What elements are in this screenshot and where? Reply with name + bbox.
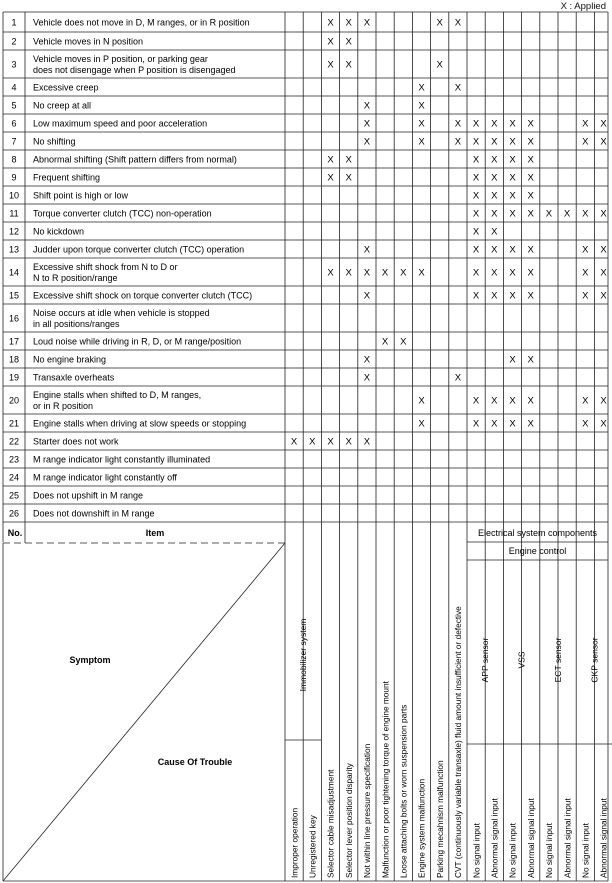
no-header: No. xyxy=(7,528,23,538)
row-item-label: Excessive creep xyxy=(33,82,99,93)
applied-mark: X xyxy=(436,17,443,29)
row-number: 10 xyxy=(8,190,20,201)
row-item-label: Abnormal shifting (Shift pattern differs from normal) xyxy=(33,154,237,165)
applied-mark: X xyxy=(600,418,607,430)
column-header-label: Parking mecahnism malfunction xyxy=(434,760,445,878)
applied-mark: X xyxy=(491,172,498,184)
applied-mark: X xyxy=(491,118,498,130)
row-item-label: Excessive shift shock on torque converter clutch (TCC) xyxy=(33,290,253,301)
column-header-label: CVT (continuously variable transaxle) fluid amount insufficient or defective xyxy=(453,606,464,878)
applied-mark: X xyxy=(600,267,607,279)
column-header-label: No signal input xyxy=(580,823,591,878)
applied-mark: X xyxy=(327,59,334,71)
applied-mark: X xyxy=(472,208,480,220)
row-number: 25 xyxy=(8,490,20,501)
row-number: 4 xyxy=(11,82,17,93)
column-header-label: No signal input xyxy=(544,823,555,878)
row-number: 22 xyxy=(8,436,20,447)
applied-mark: X xyxy=(600,136,607,148)
row-item-label: Does not upshift in M range xyxy=(33,490,144,501)
applied-mark: X xyxy=(400,336,407,348)
row-item-label: Judder upon torque converter clutch (TCC) operation xyxy=(33,244,245,255)
engine-control-group-header: Engine control xyxy=(508,546,567,556)
column-header-label: Unregistered key xyxy=(307,815,318,878)
applied-mark: X xyxy=(472,267,480,279)
row-number: 7 xyxy=(11,136,17,147)
column-header-label: Abnormal signal input xyxy=(489,798,500,878)
applied-mark: X xyxy=(345,17,352,29)
applied-mark: X xyxy=(472,290,480,302)
applied-mark: X xyxy=(454,372,462,384)
column-header-label: Loose attaching bolts or worn suspension parts xyxy=(398,704,409,878)
column-header-label: Selector cable misadjustment xyxy=(325,769,336,878)
column-header-label: Selector lever position disparity xyxy=(343,763,354,878)
applied-mark: X xyxy=(527,354,534,366)
column-header-label: No signal input xyxy=(471,823,482,878)
applied-mark: X xyxy=(345,59,352,71)
applied-mark: X xyxy=(491,136,498,148)
applied-mark: X xyxy=(345,267,352,279)
applied-mark: X xyxy=(527,190,534,202)
applied-mark: X xyxy=(491,395,498,407)
applied-mark: X xyxy=(363,17,371,29)
row-item-label: Low maximum speed and poor acceleration xyxy=(33,118,208,129)
row-item-label: Loud noise while driving in R, D, or M range/position xyxy=(33,336,242,347)
applied-mark: X xyxy=(454,118,462,130)
row-number: 5 xyxy=(11,100,17,111)
applied-mark: X xyxy=(509,418,516,430)
applied-mark: X xyxy=(491,418,498,430)
applied-mark: X xyxy=(509,244,516,256)
row-item-label: No kickdown xyxy=(33,226,85,237)
electrical-group-header: Electrical system components xyxy=(477,528,598,538)
applied-mark: X xyxy=(418,136,425,148)
column-header-label: No signal input xyxy=(507,823,518,878)
applied-mark: X xyxy=(363,118,371,130)
column-header-label: Engine system malfunction xyxy=(416,778,427,878)
applied-mark: X xyxy=(472,418,480,430)
row-item-label: No creep at all xyxy=(33,100,92,111)
applied-mark: X xyxy=(527,172,534,184)
applied-mark: X xyxy=(472,226,480,238)
applied-mark: X xyxy=(527,136,534,148)
applied-mark: X xyxy=(327,154,334,166)
applied-mark: X xyxy=(472,136,480,148)
applied-mark: X xyxy=(527,244,534,256)
column-header-label: Not within line pressure specification xyxy=(362,743,373,878)
applied-mark: X xyxy=(309,436,316,448)
row-number: 1 xyxy=(11,17,17,28)
applied-mark: X xyxy=(454,17,462,29)
applied-mark: X xyxy=(472,172,480,184)
column-header-label: Improper operation xyxy=(289,807,300,878)
symptom-header: Symptom xyxy=(69,655,111,665)
applied-mark: X xyxy=(363,136,371,148)
row-item-label: Transaxle overheats xyxy=(33,372,115,383)
applied-legend: X : Applied xyxy=(560,1,606,12)
applied-mark: X xyxy=(491,208,498,220)
row-item-label: does not disengage when P position is disengaged xyxy=(33,64,236,75)
row-item-label: No engine braking xyxy=(33,354,107,365)
applied-mark: X xyxy=(363,100,371,112)
row-number: 26 xyxy=(8,508,20,519)
row-number: 18 xyxy=(8,354,20,365)
applied-mark: X xyxy=(509,395,516,407)
sensor-group-header: APP sensor xyxy=(480,637,491,683)
applied-mark: X xyxy=(509,118,516,130)
row-item-label: N to R position/range xyxy=(33,272,118,283)
row-number: 21 xyxy=(8,418,20,429)
row-item-label: Shift point is high or low xyxy=(33,190,129,201)
row-number: 17 xyxy=(8,336,20,347)
applied-mark: X xyxy=(290,436,298,448)
row-item-label: Starter does not work xyxy=(33,436,119,447)
row-item-label: Engine stalls when driving at slow speeds or stopping xyxy=(33,418,247,429)
row-number: 23 xyxy=(8,454,20,465)
row-number: 12 xyxy=(8,226,20,237)
applied-mark: X xyxy=(363,290,371,302)
column-header-label: Malfunction or poor tightening torque of engine mount xyxy=(380,681,391,878)
row-item-label: Vehicle does not move in D, M ranges, or in R position xyxy=(33,17,250,28)
row-item-label: M range indicator light constantly illuminated xyxy=(33,454,211,465)
applied-mark: X xyxy=(582,395,589,407)
applied-mark: X xyxy=(582,136,589,148)
applied-mark: X xyxy=(454,82,462,94)
applied-mark: X xyxy=(545,208,553,220)
row-number: 2 xyxy=(11,36,17,47)
row-number: 6 xyxy=(11,118,17,129)
row-number: 13 xyxy=(8,244,20,255)
row-number: 24 xyxy=(8,472,20,483)
applied-mark: X xyxy=(345,154,352,166)
applied-mark: X xyxy=(600,118,607,130)
applied-mark: X xyxy=(527,118,534,130)
applied-mark: X xyxy=(418,395,425,407)
applied-mark: X xyxy=(582,118,589,130)
applied-mark: X xyxy=(509,154,516,166)
applied-mark: X xyxy=(509,354,516,366)
row-number: 14 xyxy=(8,267,20,278)
row-item-label: Vehicle moves in P position, or parking gear xyxy=(33,53,208,64)
row-item-label: Noise occurs at idle when vehicle is stopped xyxy=(33,307,210,318)
sensor-group-header: ECT sensor xyxy=(553,637,563,683)
applied-mark: X xyxy=(491,290,498,302)
row-item-label: Vehicle moves in N position xyxy=(33,36,144,47)
diagonal-separator xyxy=(3,543,285,881)
row-number: 19 xyxy=(8,372,20,383)
row-item-label: or in R position xyxy=(33,400,94,411)
applied-mark: X xyxy=(363,372,371,384)
row-item-label: Torque converter clutch (TCC) non-operation xyxy=(33,208,212,219)
row-number: 11 xyxy=(9,208,19,219)
applied-mark: X xyxy=(363,244,371,256)
applied-mark: X xyxy=(509,267,516,279)
applied-mark: X xyxy=(363,267,371,279)
applied-mark: X xyxy=(600,395,607,407)
applied-mark: X xyxy=(582,267,589,279)
applied-mark: X xyxy=(418,100,425,112)
applied-mark: X xyxy=(491,154,498,166)
applied-mark: X xyxy=(527,267,534,279)
applied-mark: X xyxy=(491,226,498,238)
applied-mark: X xyxy=(472,395,480,407)
applied-mark: X xyxy=(527,290,534,302)
applied-mark: X xyxy=(582,208,589,220)
applied-mark: X xyxy=(436,59,443,71)
applied-mark: X xyxy=(582,290,589,302)
applied-mark: X xyxy=(472,244,480,256)
row-item-label: Frequent shifting xyxy=(33,172,101,183)
applied-mark: X xyxy=(527,208,534,220)
immobilizer-group-header: Immobilizer system xyxy=(298,618,309,692)
column-header-label: Abnormal signal input xyxy=(598,798,609,878)
column-header-label: Abnormal signal input xyxy=(525,798,536,878)
applied-mark: X xyxy=(400,267,407,279)
row-item-label: M range indicator light constantly off xyxy=(33,472,177,483)
row-number: 9 xyxy=(11,172,17,183)
applied-mark: X xyxy=(345,436,352,448)
applied-mark: X xyxy=(491,244,498,256)
applied-mark: X xyxy=(527,154,534,166)
applied-mark: X xyxy=(363,436,371,448)
applied-mark: X xyxy=(327,17,334,29)
sensor-group-header: CKP sensor xyxy=(589,637,600,683)
applied-mark: X xyxy=(327,36,334,48)
applied-mark: X xyxy=(509,290,516,302)
applied-mark: X xyxy=(381,267,389,279)
applied-mark: X xyxy=(509,190,516,202)
applied-mark: X xyxy=(454,136,462,148)
row-number: 20 xyxy=(8,395,20,406)
applied-mark: X xyxy=(527,418,534,430)
applied-mark: X xyxy=(563,208,571,220)
applied-mark: X xyxy=(582,244,589,256)
applied-mark: X xyxy=(509,172,516,184)
applied-mark: X xyxy=(418,267,425,279)
applied-mark: X xyxy=(345,172,352,184)
applied-mark: X xyxy=(509,136,516,148)
applied-mark: X xyxy=(491,267,498,279)
applied-mark: X xyxy=(491,190,498,202)
applied-mark: X xyxy=(472,118,480,130)
sensor-group-header: VSS xyxy=(516,651,527,669)
row-number: 15 xyxy=(8,290,20,301)
cause-header: Cause Of Trouble xyxy=(157,757,233,767)
applied-mark: X xyxy=(418,82,425,94)
applied-mark: X xyxy=(582,418,589,430)
applied-mark: X xyxy=(472,190,480,202)
applied-mark: X xyxy=(600,208,607,220)
row-number: 3 xyxy=(11,59,17,70)
applied-mark: X xyxy=(363,354,371,366)
applied-mark: X xyxy=(600,290,607,302)
applied-mark: X xyxy=(418,418,425,430)
applied-mark: X xyxy=(381,336,389,348)
row-item-label: Does not downshift in M range xyxy=(33,508,155,519)
applied-mark: X xyxy=(509,208,516,220)
applied-mark: X xyxy=(345,36,352,48)
row-item-label: in all positions/ranges xyxy=(33,318,120,329)
applied-mark: X xyxy=(327,436,334,448)
applied-mark: X xyxy=(327,267,334,279)
applied-mark: X xyxy=(418,118,425,130)
row-item-label: Engine stalls when shifted to D, M ranges, xyxy=(33,389,202,400)
item-header: Item xyxy=(145,528,165,538)
applied-mark: X xyxy=(527,395,534,407)
applied-mark: X xyxy=(472,154,480,166)
applied-mark: X xyxy=(327,172,334,184)
column-header-label: Abnormal signal input xyxy=(562,798,573,878)
row-number: 16 xyxy=(8,313,20,324)
row-item-label: No shifting xyxy=(33,136,76,147)
row-number: 8 xyxy=(11,154,17,165)
applied-mark: X xyxy=(600,244,607,256)
row-item-label: Excessive shift shock from N to D or xyxy=(33,261,178,272)
